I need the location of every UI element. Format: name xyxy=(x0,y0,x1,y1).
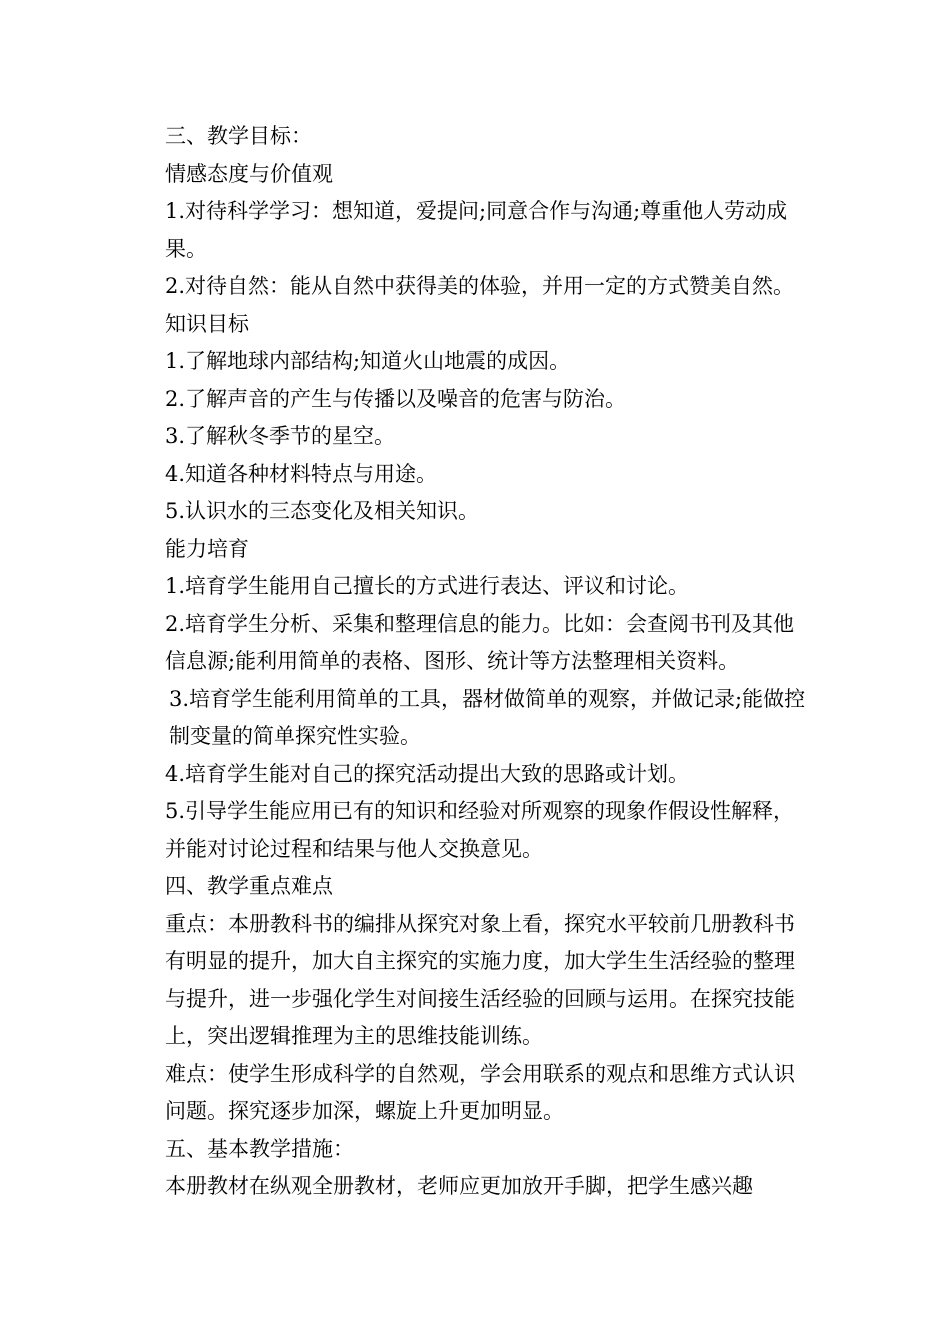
subheading-knowledge-goals: 知识目标 xyxy=(165,311,249,336)
document-body xyxy=(143,118,813,1206)
section-heading-teaching-measures: 五、基本教学措施： xyxy=(165,1136,354,1161)
list-item-attitude-1: 1.对待科学学习：想知道，爱提问;同意合作与沟通;尊重他人劳动成果。 xyxy=(165,199,788,261)
list-item-knowledge-5: 5.认识水的三态变化及相关知识。 xyxy=(165,499,480,523)
section-heading-teaching-goals: 三、教学目标： xyxy=(165,124,312,148)
list-item-knowledge-2: 2.了解声音的产生与传播以及噪音的危害与防治。 xyxy=(165,386,627,411)
list-item-knowledge-4: 4.知道各种材料特点与用途。 xyxy=(165,461,438,486)
list-item-ability-2: 2.培育学生分析、采集和整理信息的能力。比如：会查阅书刊及其他信息源;能利用简单的表格、图形、统计等方法整理相关资料。 xyxy=(165,611,795,673)
subheading-attitude-values: 情感态度与价值观 xyxy=(165,161,333,186)
list-item-attitude-2: 2.对待自然：能从自然中获得美的体验，并用一定的方式赞美自然。 xyxy=(165,274,795,298)
list-item-knowledge-1: 1.了解地球内部结构;知道火山地震的成因。 xyxy=(165,349,571,373)
list-item-ability-1: 1.培育学生能用自己擅长的方式进行表达、评议和讨论。 xyxy=(165,574,690,598)
subheading-ability-training: 能力培育 xyxy=(165,536,249,561)
paragraph-difficult-points: 难点：使学生形成科学的自然观，学会用联系的观点和思维方式认识问题。探究逐步加深，螺旋上升更加明显。 xyxy=(165,1061,795,1123)
section-heading-key-difficult-points: 四、教学重点难点 xyxy=(165,874,333,898)
list-item-ability-3: 3.培育学生能利用简单的工具，器材做简单的观察，并做记录;能做控制变量的简单探究性实验。 xyxy=(169,686,806,748)
list-item-ability-4: 4.培育学生能对自己的探究活动提出大致的思路或计划。 xyxy=(165,761,690,786)
list-item-knowledge-3: 3.了解秋冬季节的星空。 xyxy=(165,424,396,448)
paragraph-key-points: 重点：本册教科书的编排从探究对象上看，探究水平较前几册教科书有明显的提升，加大自主探究的实施力度，加大学生生活经验的整理与提升，进一步强化学生对间接生活经验的回顾与运用。在探究技能上，突出逻辑推理为主的思维技能训练。 xyxy=(165,911,795,1048)
paragraph-teaching-measures: 本册教材在纵观全册教材，老师应更加放开手脚，把学生感兴趣 xyxy=(165,1174,753,1198)
list-item-ability-5: 5.引导学生能应用已有的知识和经验对所观察的现象作假设性解释，并能对讨论过程和结果与他人交换意见。 xyxy=(165,799,795,861)
